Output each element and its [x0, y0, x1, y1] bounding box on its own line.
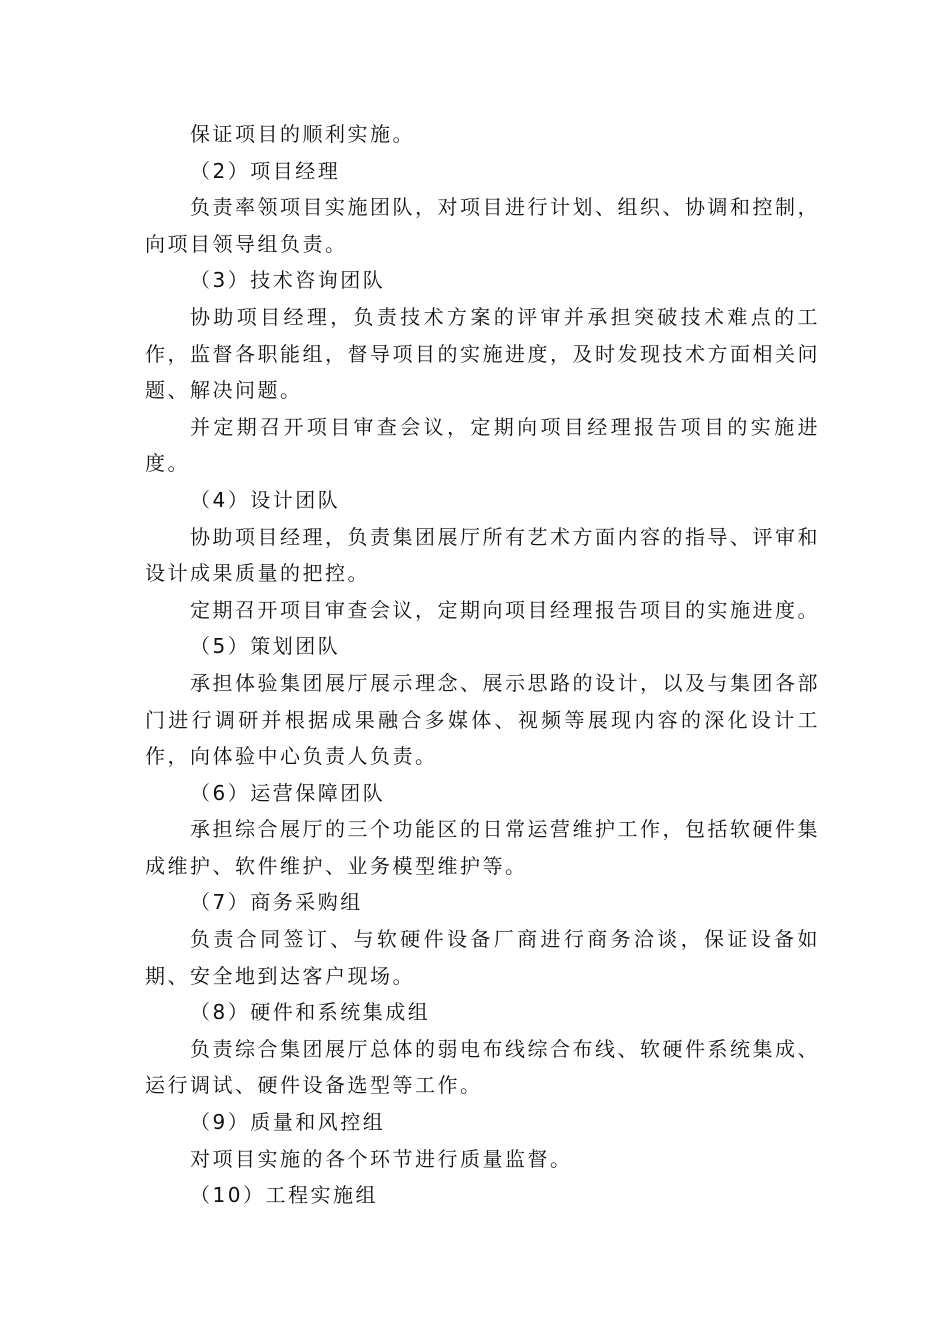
paragraph: 对项目实施的各个环节进行质量监督。: [190, 1146, 573, 1171]
paragraph: 负责合同签订、与软硬件设备厂商进行商务洽谈，保证设备如期、安全地到达客户现场。: [145, 927, 820, 988]
paragraph: 定期召开项目审查会议，定期向项目经理报告项目的实施进度。: [190, 597, 820, 622]
section-heading: （3）技术咨询团队: [190, 268, 386, 293]
paragraph: 承担综合展厅的三个功能区的日常运营维护工作，包括软硬件集成维护、软件维护、业务模型维护等。: [145, 817, 820, 878]
paragraph: 并定期召开项目审查会议，定期向项目经理报告项目的实施进度。: [145, 414, 820, 476]
paragraph: 负责综合集团展厅总体的弱电布线综合布线、软硬件系统集成、运行调试、硬件设备选型等工作。: [145, 1036, 820, 1098]
paragraph: 负责率领项目实施团队，对项目进行计划、组织、协调和控制，向项目领导组负责。: [145, 195, 820, 256]
document-body: [145, 116, 820, 1214]
section-heading: （5）策划团队: [190, 634, 341, 659]
section-heading: （8）硬件和系统集成组: [190, 1000, 431, 1025]
paragraph: 协助项目经理，负责技术方案的评审并承担突破技术难点的工作，监督各职能组，督导项目的实施进度，及时发现技术方面相关问题、解决问题。: [145, 304, 820, 403]
section-heading: （7）商务采购组: [190, 890, 363, 915]
paragraph: 协助项目经理，负责集团展厅所有艺术方面内容的指导、评审和设计成果质量的把控。: [145, 524, 820, 586]
section-heading: （10）工程实施组: [190, 1183, 378, 1208]
section-heading: （4）设计团队: [190, 487, 341, 512]
paragraph: 保证项目的顺利实施。: [190, 122, 415, 146]
paragraph: 承担体验集团展厅展示理念、展示思路的设计，以及与集团各部门进行调研并根据成果融合多媒体、视频等展现内容的深化设计工作，向体验中心负责人负责。: [145, 670, 820, 769]
section-heading: （9）质量和风控组: [190, 1110, 386, 1135]
section-heading: （6）运营保障团队: [190, 780, 386, 805]
section-heading: （2）项目经理: [190, 158, 341, 183]
